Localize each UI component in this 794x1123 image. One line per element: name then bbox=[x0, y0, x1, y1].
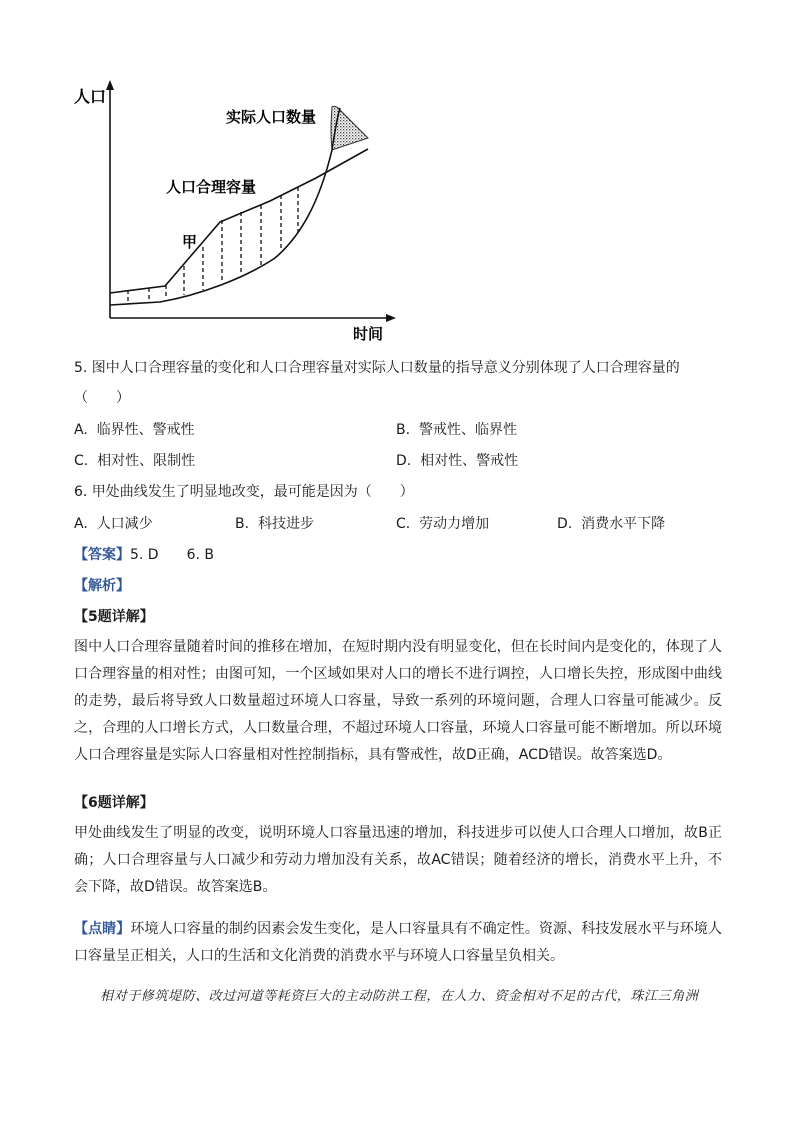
footer-line: 相对于修筑堤防、改过河道等耗资巨大的主动防洪工程，在人力、资金相对不足的古代，珠江三角洲 bbox=[100, 989, 699, 1004]
detail6-tag: 【6题详解】 bbox=[74, 795, 154, 811]
overshoot-area bbox=[331, 106, 368, 150]
q5-blank: （ ） bbox=[74, 390, 130, 406]
gap-dashes bbox=[128, 187, 298, 302]
jia-label: 甲 bbox=[182, 233, 198, 251]
option-text: 临界性、警戒性 bbox=[96, 422, 195, 438]
option-text: 相对性、限制性 bbox=[97, 453, 196, 469]
actual-population-curve bbox=[110, 108, 340, 305]
option-text: 科技进步 bbox=[257, 516, 314, 532]
option-letter: C. bbox=[74, 453, 89, 469]
option-text: 相对性、警戒性 bbox=[420, 453, 519, 469]
q6-option-c[interactable] bbox=[396, 514, 489, 534]
answer-line bbox=[74, 545, 214, 565]
y-axis-label: 人口 bbox=[74, 87, 107, 106]
y-axis-arrow bbox=[106, 80, 114, 90]
option-text: 劳动力增加 bbox=[419, 516, 490, 532]
option-letter: C. bbox=[396, 516, 411, 532]
q6-option-b[interactable] bbox=[235, 514, 314, 534]
detail5-text: 图中人口合理容量随着时间的推移在增加，在短时期内没有明显变化，但在长时间内是变化的，体现了人口合理容量的相对性；由图可知，一个区域如果对人口的增长不进行调控，人口增长失控，形成图中曲线的走势，最后将导致人口数量超过环境人口容量，导致一系列的环境问题，合理人口容量可能减少。反之，合理的人口增长方式，人口数量合理，不超过环境人口容量，环境人口容量可能不断增加。所以环境人口合理容量是实际人口容量相对性控制指标，具有警戒性，故D正确，ACD错误。故答案选D。 bbox=[74, 639, 722, 763]
option-letter: D. bbox=[557, 516, 573, 532]
q6-option-d[interactable] bbox=[557, 514, 665, 534]
q5-option-c[interactable] bbox=[74, 451, 195, 471]
q5-stem: 5. 图中人口合理容量的变化和人口合理容量对实际人口数量的指导意义分别体现了人口合理容量的 bbox=[74, 360, 680, 376]
capacity-curve bbox=[110, 149, 368, 293]
x-axis-label: 时间 bbox=[353, 325, 384, 343]
q5-option-d[interactable] bbox=[396, 451, 518, 471]
detail6-text: 甲处曲线发生了明显的改变，说明环境人口容量迅速的增加，科技进步可以使人口合理人口增加，故B正确；人口合理容量与人口减少和劳动力增加没有关系，故AC错误；随着经济的增长，消费水平上升，不会下降，故D错误。故答案选B。 bbox=[74, 825, 722, 895]
option-letter: D. bbox=[396, 453, 412, 469]
option-text: 人口减少 bbox=[96, 516, 153, 532]
x-axis-arrow bbox=[386, 314, 396, 322]
option-text: 警戒性、临界性 bbox=[418, 422, 517, 438]
detail5-tag: 【5题详解】 bbox=[74, 609, 154, 625]
note-tag: 【点睛】 bbox=[74, 921, 131, 937]
answer-tag: 【答案】 bbox=[74, 547, 130, 563]
actual-population-label: 实际人口数量 bbox=[226, 108, 317, 126]
analysis-tag: 【解析】 bbox=[74, 578, 130, 594]
option-letter: A. bbox=[74, 516, 88, 532]
answer-text: 5. D 6. B bbox=[130, 547, 214, 563]
option-letter: B. bbox=[396, 422, 411, 438]
option-letter: B. bbox=[235, 516, 250, 532]
q6-stem: 6. 甲处曲线发生了明显地改变，最可能是因为（ ） bbox=[74, 484, 414, 500]
option-text: 消费水平下降 bbox=[581, 516, 666, 532]
q5-option-b[interactable] bbox=[396, 420, 517, 440]
option-letter: A. bbox=[74, 422, 88, 438]
q5-option-a[interactable] bbox=[74, 420, 195, 440]
q6-option-a[interactable] bbox=[74, 514, 153, 534]
capacity-label: 人口合理容量 bbox=[166, 178, 257, 196]
population-capacity-figure bbox=[70, 75, 400, 345]
note-text: 环境人口容量的制约因素会发生变化，是人口容量具有不确定性。资源、科技发展水平与环境人口容量呈正相关，人口的生活和文化消费的消费水平与环境人口容量呈负相关。 bbox=[74, 921, 723, 964]
note-paragraph bbox=[74, 916, 722, 970]
